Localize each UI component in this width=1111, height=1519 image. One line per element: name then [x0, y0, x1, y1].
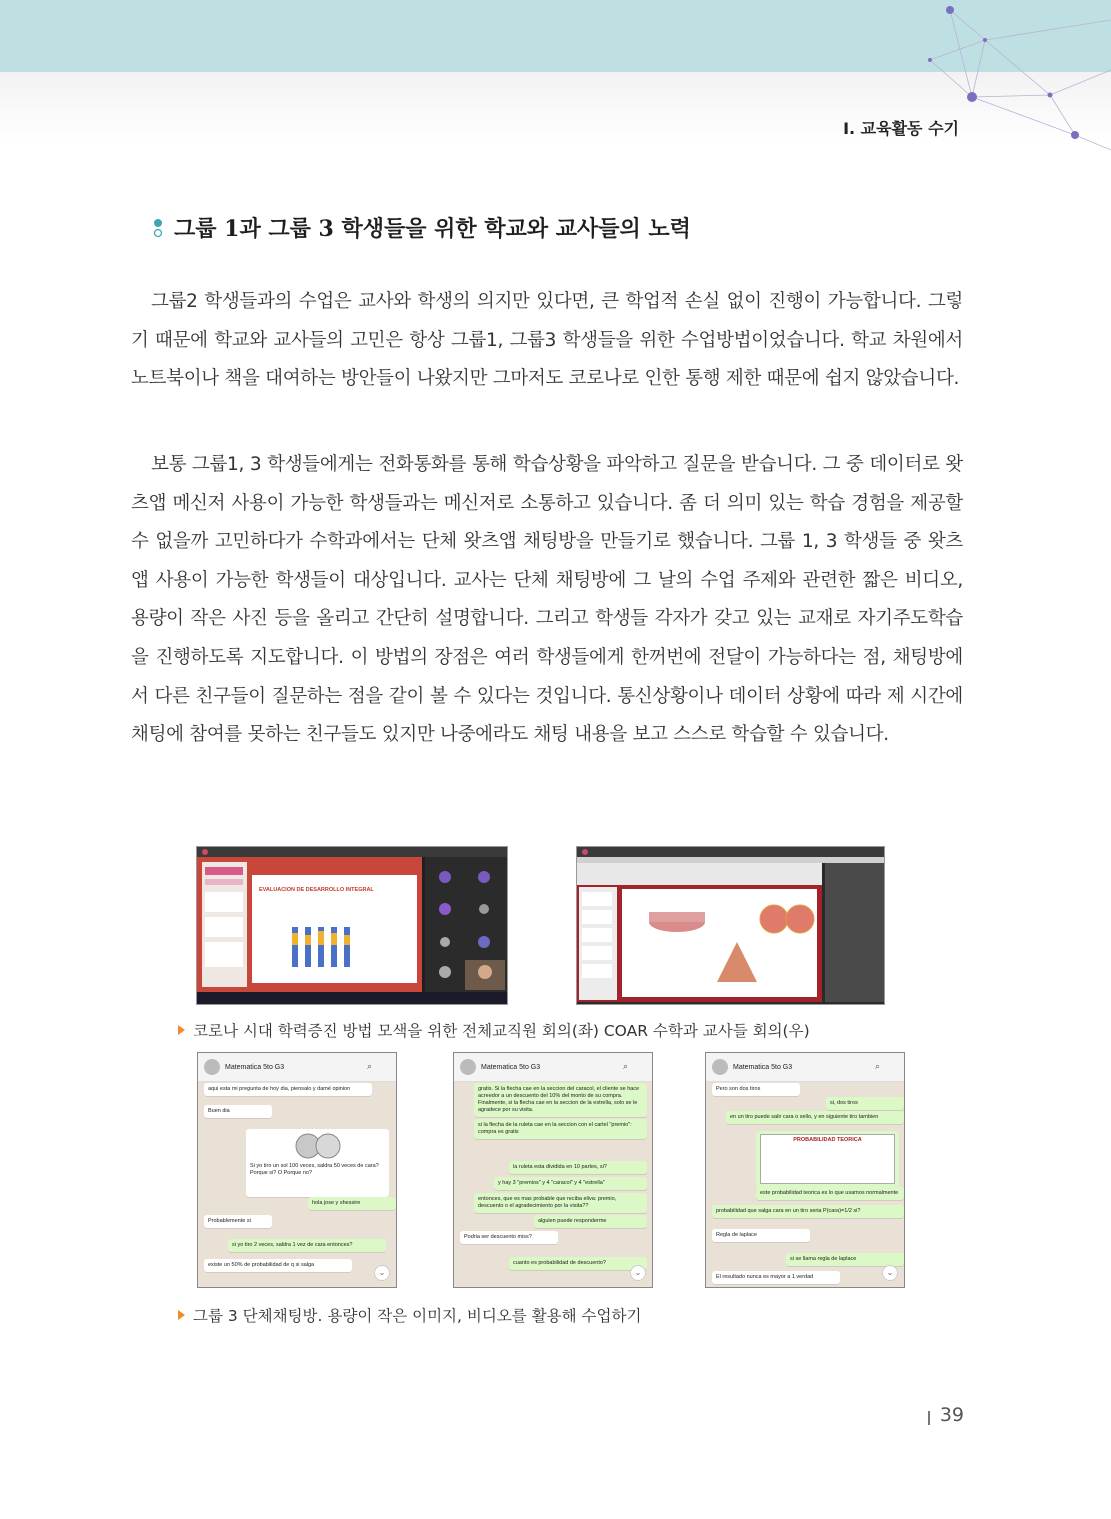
chat-screenshot-1	[197, 1052, 397, 1288]
figure-2-caption-text: 그룹 3 단체채팅방. 용량이 작은 이미지, 비디오를 활용해 수업하기	[193, 1307, 642, 1325]
search-icon: ⌕	[622, 1062, 628, 1072]
chat-message: Probablemente si	[204, 1215, 272, 1228]
chat-message: entonces, que es mas probable que reciba eliva: premio, descuento o el agradecimiento por la visita??	[474, 1193, 647, 1213]
running-head: Ⅰ. 교육활동 수기	[843, 119, 959, 138]
chat-message: si se llama regla de laplace	[786, 1253, 904, 1266]
chat-message: Podria ser descuento miss?	[460, 1231, 558, 1244]
group-avatar	[204, 1059, 220, 1075]
chat-message: si, dos tiros	[826, 1097, 904, 1110]
chat-message: Buen dia	[204, 1105, 272, 1118]
search-icon: ⌕	[874, 1062, 880, 1072]
chat-message: PROBABILIDAD TEORICA	[793, 1137, 862, 1143]
figure-1-caption-text: 코로나 시대 학력증진 방법 모색을 위한 전체교직원 회의(좌) COAR 수학과 교사들 회의(우)	[193, 1022, 810, 1040]
video-call-illustration	[197, 847, 507, 1004]
chat-message: existe un 50% de probabilidad de q si salga	[204, 1259, 352, 1272]
chat-group-name: Matematica 5to G3	[481, 1063, 541, 1071]
chat-message: cuanto es probabilidad de descuento?	[509, 1257, 647, 1270]
search-icon: ⌕	[366, 1062, 372, 1072]
figure-1-caption	[178, 1019, 810, 1041]
scroll-down-button[interactable]: ⌄	[374, 1265, 390, 1281]
chat-header	[706, 1053, 904, 1082]
chat-message: en un tiro puede salir cara o sello, y en siguiente tiro tambien	[726, 1111, 904, 1124]
chat-screenshot-2	[453, 1052, 653, 1288]
chat-message: este probabilidad teorica es lo que usamos normalmente	[756, 1187, 904, 1200]
chat-message: El resultado nunca es mayor a 1 verdad	[712, 1271, 840, 1284]
section-title-text: 그룹 1과 그룹 3 학생들을 위한 학교와 교사들의 노력	[174, 216, 691, 242]
geometry-slides-illustration	[577, 847, 884, 1004]
chat-message: alguien puede responderme	[534, 1215, 647, 1228]
chat-screenshot-3	[705, 1052, 905, 1288]
caption-arrow-icon	[178, 1025, 185, 1035]
slide-title: EVALUACION DE DESARROLLO INTEGRAL	[259, 887, 374, 893]
group-avatar	[712, 1059, 728, 1075]
staff-meeting-screenshot	[196, 846, 508, 1005]
body-paragraph-2: 보통 그룹1, 3 학생들에게는 전화통화를 통해 학습상황을 파악하고 질문을 받습니다. 그 중 데이터로 왓츠앱 메신저 사용이 가능한 학생들과는 메신저로 소통하고 있습니다. 좀 더 의미 있는 학습 경험을 제공할 수 없을까 고민하다가 수학과에서는 단체 왓츠앱 채팅방을 만들기로 했습니다. 그룹 1, 3 학생들 중 왓츠앱 사용이 가능한 학생들이 대상입니다. 교사는 단체 채팅방에 그 날의 수업 주제와 관련한 짧은 비디오, 용량이 작은 사진 등을 올리고 간단히 설명합니다. 그리고 학생들 각자가 갖고 있는 교재로 자기주도학습을 진행하도록 지도합니다. 이 방법의 장점은 여러 학생들에게 한꺼번에 전달이 가능하다는 점, 채팅방에서 다른 친구들이 질문하는 점을 같이 볼 수 있다는 것입니다. 통신상황이나 데이터 상황에 따라 제 시간에 채팅에 참여를 못하는 친구들도 있지만 나중에라도 채팅 내용을 보고 스스로 학습할 수 있습니다.	[131, 454, 963, 746]
chat-header	[198, 1053, 396, 1082]
caption-arrow-icon	[178, 1310, 185, 1320]
chat-message: Regla de laplace	[712, 1229, 810, 1242]
chat-message: y hay 3 "premios" y 4 "caracol" y 4 "estrella"	[494, 1177, 647, 1190]
chat-message: aqui esta mi pregunta de hoy dia, piensalo y damé opinion	[204, 1083, 372, 1096]
body-paragraph-1: 그룹2 학생들과의 수업은 교사와 학생의 의지만 있다면, 큰 학업적 손실 없이 진행이 가능합니다. 그렇기 때문에 학교와 교사들의 고민은 항상 그룹1, 그룹3 학생들을 위한 수업방법이었습니다. 학교 차원에서 노트북이나 책을 대여하는 방안들이 나왔지만 그마저도 코로나로 인한 통행 제한 때문에 쉽지 않았습니다.	[131, 291, 963, 390]
double-circle-bullet-icon	[152, 215, 164, 241]
chat-image-message	[246, 1129, 389, 1197]
page-number-divider	[928, 1411, 930, 1425]
chat-message: Pero son dos tiros	[712, 1083, 800, 1096]
coins-icon	[288, 1132, 348, 1160]
figure-2-caption	[178, 1304, 641, 1326]
page-number	[928, 1404, 964, 1426]
chat-image-message	[756, 1131, 899, 1189]
chat-message: hola jose y shessire	[308, 1197, 396, 1210]
chat-message: si yo tiro 2 veces, saldra 1 vez de cara entonces?	[228, 1239, 386, 1252]
chat-header	[454, 1053, 652, 1082]
chat-message: probabilidad que salga cara en un tiro seria P(cara)=1/2 si?	[712, 1205, 904, 1218]
chat-message: gratis. Si la flecha cae en la seccion del caracol, el cliente se hace acreedor a un descuento del 10% del monto de su compra. Finalmente, si la flecha cae en la seccion de la estrella, solo se le agradece por su visita.	[474, 1083, 647, 1117]
group-avatar	[460, 1059, 476, 1075]
chat-message: si la flecha de la ruleta cae en la seccion con el cartel "premio": compra es gratis	[474, 1119, 647, 1139]
chat-group-name: Matematica 5to G3	[225, 1063, 285, 1071]
chat-message: la ruleta esta dividida en 10 partes, si?	[509, 1161, 647, 1174]
chat-message: Si yo tiro un sol 100 veces, saldra 50 veces de cara? Porque si? O Porque no?	[250, 1163, 379, 1176]
section-title	[152, 212, 691, 243]
page-number-text: 39	[939, 1404, 964, 1426]
scroll-down-button[interactable]: ⌄	[882, 1265, 898, 1281]
chat-group-name: Matematica 5to G3	[733, 1063, 793, 1071]
math-teachers-meeting-screenshot	[576, 846, 885, 1005]
scroll-down-button[interactable]: ⌄	[630, 1265, 646, 1281]
